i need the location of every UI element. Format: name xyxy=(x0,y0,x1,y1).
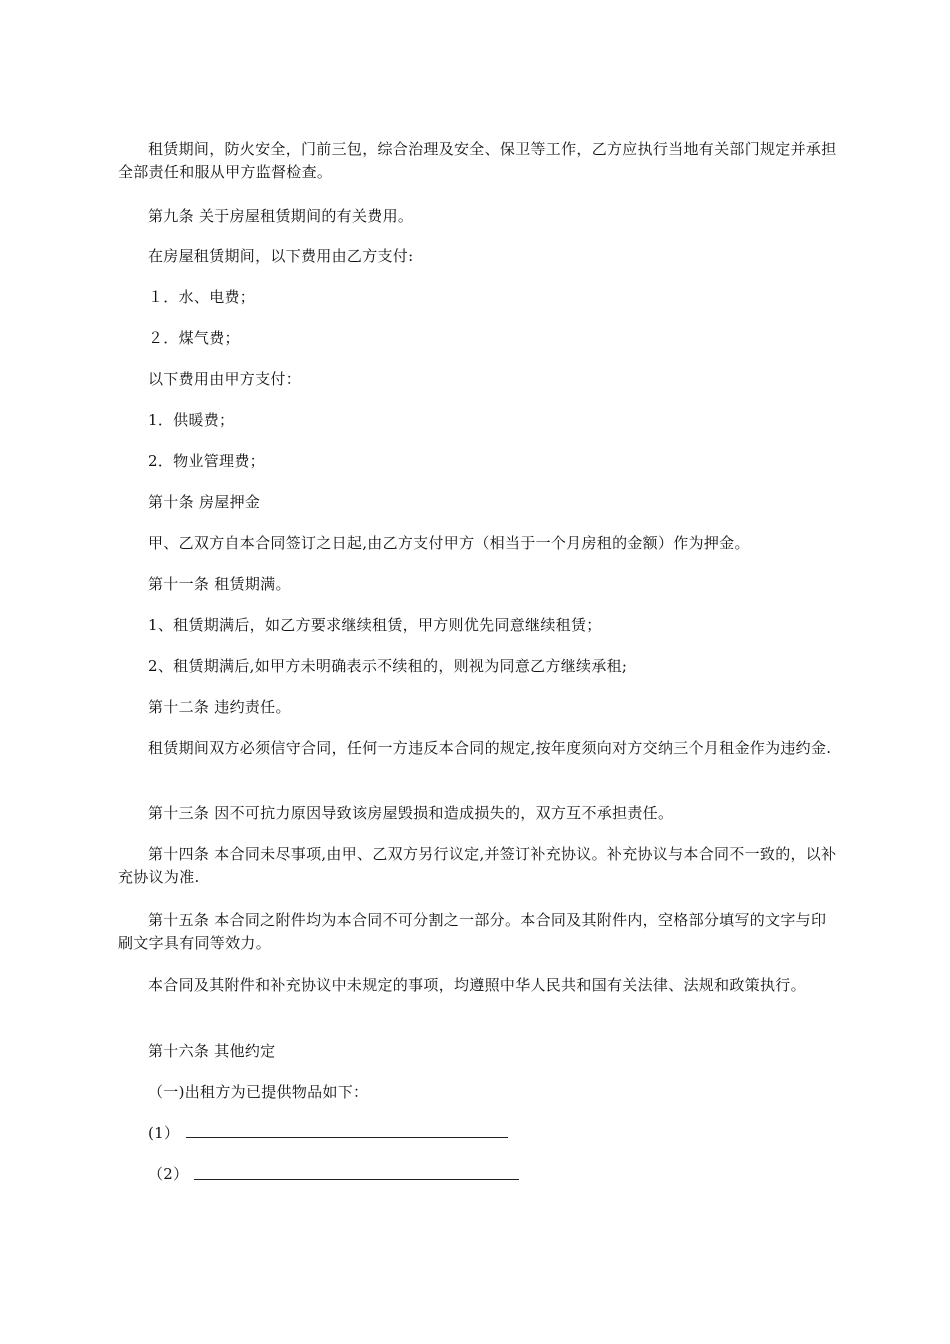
item-1-label: (1） xyxy=(148,1124,180,1142)
paragraph-provided-items: （一)出租方为已提供物品如下： xyxy=(148,1083,369,1101)
article-14-paragraph: 第十四条 本合同未尽事项,由甲、乙双方另行议定,并签订补充协议。补充协议与本合同不一致的，以补充协议为准. xyxy=(118,845,837,886)
article-13-paragraph: 第十三条 因不可抗力原因导致该房屋毁损和造成损失的，双方互不承担责任。 xyxy=(148,804,674,822)
list-item-water-electric: １．水、电费； xyxy=(148,288,256,306)
paragraph-safety: 租赁期间，防火安全，门前三包，综合治理及安全、保卫等工作，乙方应执行当地有关部门规定并承担全部责任和服从甲方监督检查。 xyxy=(118,140,837,181)
list-item-renewal-1: 1、租赁期满后，如乙方要求继续租赁，甲方则优先同意继续租赁； xyxy=(148,616,602,634)
article-9-heading: 第九条 关于房屋租赁期间的有关费用。 xyxy=(148,207,414,225)
article-12-heading: 第十二条 违约责任。 xyxy=(148,698,291,716)
list-item-property-fee: 2．物业管理费； xyxy=(148,452,265,470)
article-16-heading: 第十六条 其他约定 xyxy=(148,1042,276,1060)
paragraph-tenant-costs: 在房屋租赁期间，以下费用由乙方支付: xyxy=(148,247,414,265)
list-item-gas: ２．煤气费； xyxy=(148,329,240,347)
list-item-renewal-2: 2、租赁期满后,如甲方未明确表示不续租的，则视为同意乙方继续承租; xyxy=(148,657,628,675)
paragraph-landlord-costs: 以下费用由甲方支付： xyxy=(148,370,302,388)
item-2-blank-line[interactable] xyxy=(194,1179,519,1180)
article-15-paragraph: 第十五条 本合同之附件均为本合同不可分割之一部分。本合同及其附件内，空格部分填写的文字与印刷文字具有同等效力。 xyxy=(118,911,827,952)
paragraph-deposit: 甲、乙双方自本合同签订之日起,由乙方支付甲方（相当于一个月房租的金额）作为押金。 xyxy=(148,534,750,552)
item-1-blank-line[interactable] xyxy=(186,1137,508,1138)
paragraph-breach: 租赁期间双方必须信守合同，任何一方违反本合同的规定,按年度须向对方交纳三个月租金作为违约金. xyxy=(148,739,832,757)
article-10-heading: 第十条 房屋押金 xyxy=(148,493,261,511)
paragraph-governing-law: 本合同及其附件和补充协议中未规定的事项，均遵照中华人民共和国有关法律、法规和政策执行。 xyxy=(148,976,806,994)
item-2-label: （2） xyxy=(148,1165,189,1183)
article-11-heading: 第十一条 租赁期满。 xyxy=(148,575,291,593)
list-item-heating: 1．供暖费； xyxy=(148,411,235,429)
